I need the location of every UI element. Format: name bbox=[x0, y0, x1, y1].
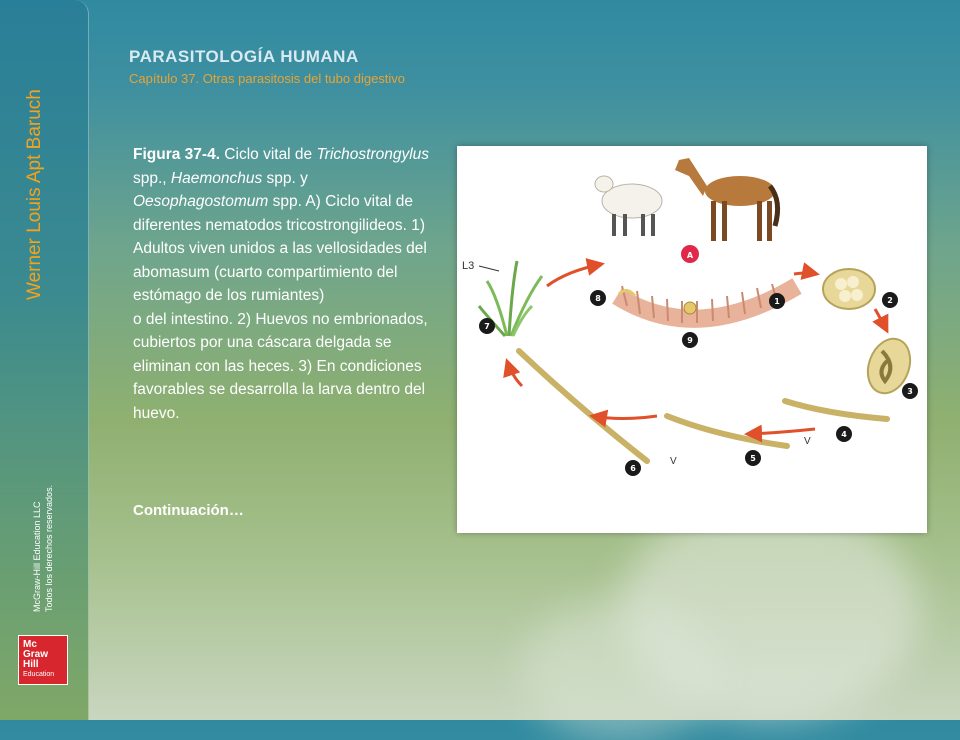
panel-label: A bbox=[686, 251, 694, 260]
cycle-arrow bbox=[875, 309, 887, 331]
egg-illustration bbox=[823, 269, 875, 309]
page-subtitle: Capítulo 37. Otras parasitosis del tubo digestivo bbox=[129, 71, 406, 86]
logo-text: Mc bbox=[23, 639, 37, 650]
sheath-label: V bbox=[804, 436, 811, 447]
step-number: 5 bbox=[750, 454, 756, 463]
l3-label: L3 bbox=[462, 260, 475, 272]
step-number: 4 bbox=[841, 430, 847, 439]
larva-l2-illustration bbox=[667, 416, 787, 446]
caption-paragraph bbox=[133, 143, 438, 308]
larva-l1-illustration bbox=[785, 401, 887, 419]
figure-caption bbox=[133, 143, 438, 425]
cycle-arrow bbox=[747, 429, 815, 434]
logo-text: Graw bbox=[23, 649, 49, 660]
cycle-arrow bbox=[592, 416, 657, 419]
caption-text: Ciclo vital de bbox=[220, 146, 317, 163]
sheath-label: V bbox=[670, 456, 677, 467]
caption-text: spp. y bbox=[262, 169, 308, 187]
caption-text: spp. A) Ciclo vital de diferentes nematodos tricostrongilideos. 1) Adultos viven unidos a las vellosidades del abomasum (cuarto compartimiento del estómago de los rumiantes) bbox=[133, 193, 427, 304]
sheep-illustration bbox=[595, 176, 662, 236]
cycle-arrow bbox=[547, 264, 602, 286]
life-cycle-diagram bbox=[457, 146, 927, 533]
logo-text: Hill bbox=[23, 659, 39, 670]
caption-text: spp., bbox=[133, 169, 171, 187]
copyright-line: Todos los derechos reservados. bbox=[44, 484, 54, 612]
step-number: 6 bbox=[630, 464, 636, 473]
cycle-arrow bbox=[794, 273, 817, 274]
copyright-line: McGraw-Hill Education LLC bbox=[32, 501, 42, 612]
step-number: 9 bbox=[687, 336, 693, 345]
cycle-arrow bbox=[507, 361, 522, 386]
step-number: 8 bbox=[595, 294, 601, 303]
continuation-label: Continuación… bbox=[133, 502, 244, 519]
horse-illustration bbox=[675, 158, 778, 241]
step-number: 7 bbox=[484, 322, 490, 331]
page-title: PARASITOLOGÍA HUMANA bbox=[129, 47, 359, 66]
genus-name: Trichostrongylus bbox=[316, 146, 430, 163]
step-number: 1 bbox=[774, 297, 780, 306]
author-name: Werner Louis Apt Baruch bbox=[24, 89, 45, 300]
mcgraw-hill-logo bbox=[18, 635, 68, 685]
copyright-notice bbox=[31, 485, 55, 612]
genus-name: Haemonchus bbox=[170, 169, 263, 187]
step-number: 2 bbox=[887, 296, 893, 305]
step-number: 3 bbox=[907, 387, 913, 396]
figure-label: Figura 37-4. bbox=[133, 146, 220, 163]
genus-name: Oesophagostomum bbox=[133, 193, 269, 210]
caption-paragraph: o del intestino. 2) Huevos no embrionados, cubiertos por una cáscara delgada se eliminan con las heces. 3) En condiciones favorables se desarrolla la larva dentro del huevo. bbox=[133, 310, 428, 422]
background-glow bbox=[520, 600, 720, 740]
logo-text: Education bbox=[23, 671, 55, 678]
larva-l3-illustration bbox=[519, 351, 647, 461]
l3-pointer bbox=[479, 266, 499, 271]
sidebar bbox=[0, 0, 89, 720]
life-cycle-figure bbox=[457, 146, 927, 533]
